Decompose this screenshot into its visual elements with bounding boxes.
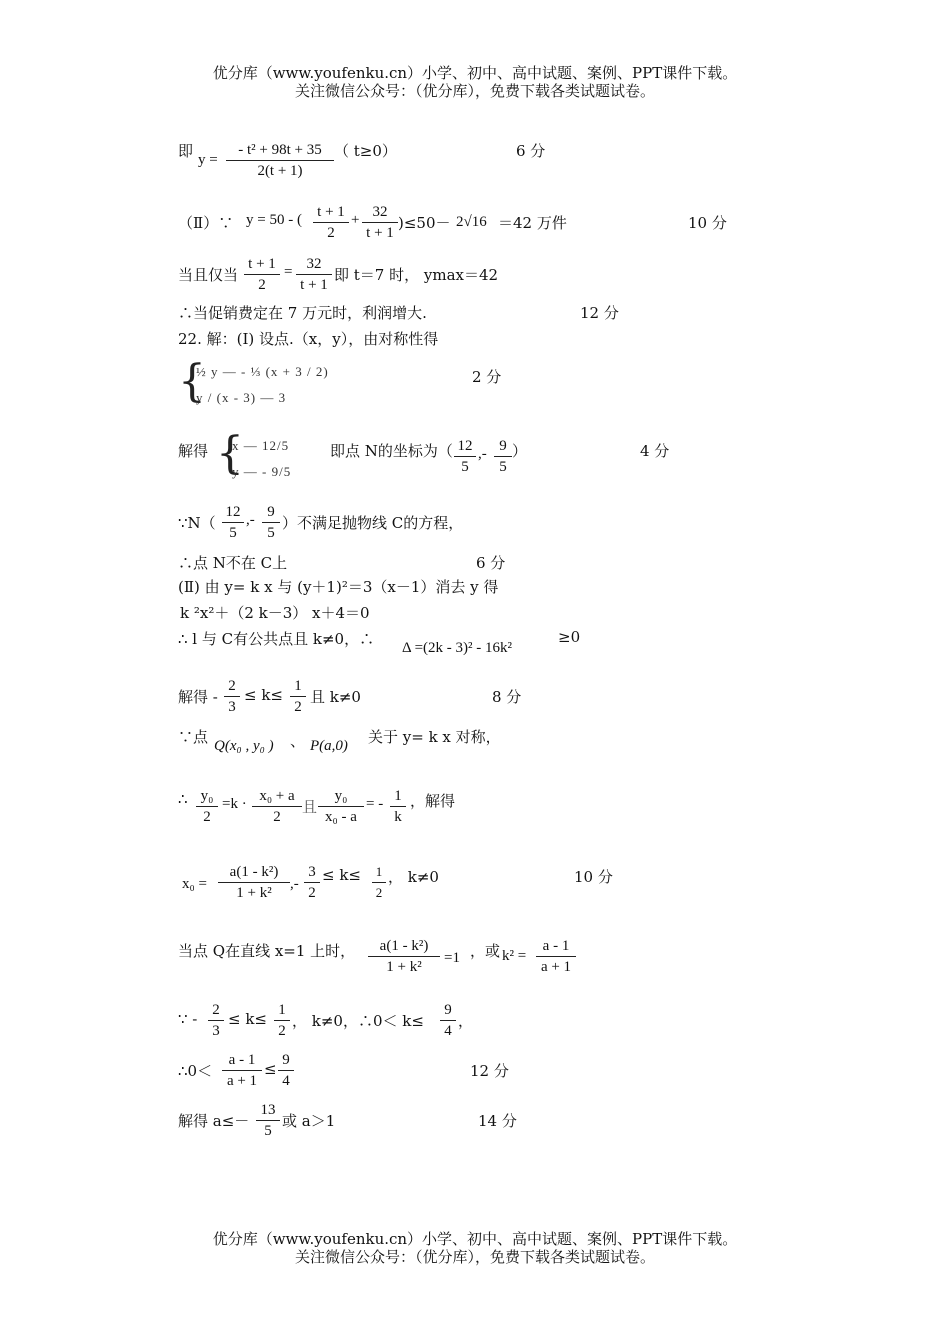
l13-p: P(a,0) bbox=[310, 738, 348, 754]
l1-num: - t² + 98t + 35 bbox=[226, 140, 334, 161]
l13-sep: 、 bbox=[290, 732, 306, 750]
l14-and: 且 bbox=[302, 798, 318, 816]
l14-f3-den: x₀ - a bbox=[325, 809, 357, 825]
l14-f2-num: x₀ + a bbox=[252, 786, 302, 807]
l6-frac-2 bbox=[494, 436, 512, 477]
l13-prefix: ∵点 bbox=[178, 728, 209, 746]
l12-f1-num: 2 bbox=[224, 676, 240, 697]
l1-score: 6 分 bbox=[516, 142, 546, 160]
l2-f2-den: t + 1 bbox=[366, 225, 394, 241]
l6-close: ） bbox=[512, 442, 528, 460]
l2-f2-num: 32 bbox=[362, 202, 398, 223]
l12-score: 8 分 bbox=[492, 688, 522, 706]
l12-mid: ≤ k≤ bbox=[244, 686, 283, 704]
l6-comma: ,- bbox=[478, 446, 487, 462]
l18-f2-den: 4 bbox=[282, 1073, 290, 1089]
l17-f3-num: 9 bbox=[440, 1000, 456, 1021]
l15-f2-den: 2 bbox=[308, 885, 316, 901]
l16-frac-2 bbox=[536, 936, 576, 977]
sys1-row-2: y / (x - 3) — 3 bbox=[196, 390, 287, 405]
l14-frac-1 bbox=[196, 786, 218, 827]
l14-suffix: ，解得 bbox=[410, 792, 456, 810]
l4-text: ∴当促销费定在 7 万元时，利润增大. bbox=[178, 304, 427, 322]
l3-f1-den: 2 bbox=[258, 277, 266, 293]
l7-frac-1 bbox=[222, 502, 244, 543]
l9-text: (Ⅱ) 由 y= k x 与 (y＋1)²＝3（x－1）消去 y 得 bbox=[178, 578, 499, 596]
l3-frac-2 bbox=[296, 254, 332, 295]
l6-score: 4 分 bbox=[640, 442, 670, 460]
l2-score: 10 分 bbox=[688, 214, 727, 232]
l17-f2-den: 2 bbox=[278, 1023, 286, 1039]
l12-f2-den: 2 bbox=[294, 699, 302, 715]
l15-f3-den: 2 bbox=[375, 885, 383, 900]
l18-frac-1 bbox=[222, 1050, 262, 1091]
l8-text: ∴点 N不在 C上 bbox=[178, 554, 288, 572]
l6-f1-num: 12 bbox=[454, 436, 476, 457]
l2-sqrt: 2√16 bbox=[456, 214, 487, 230]
l14-frac-3 bbox=[318, 786, 364, 827]
header-line-1: 优分库（www.youfenku.cn）小学、初中、高中试题、案例、PPT课件下载。 bbox=[212, 64, 738, 82]
l2-f1-den: 2 bbox=[327, 225, 335, 241]
l12-prefix: 解得 - bbox=[178, 688, 218, 706]
sys1-row-1: ½ y — - ⅓ (x + 3 / 2) bbox=[196, 364, 329, 379]
l6-f2-den: 5 bbox=[499, 459, 507, 475]
l15-frac-2 bbox=[304, 862, 320, 903]
l17-prefix: ∵ - bbox=[178, 1010, 198, 1028]
l7-f1-den: 5 bbox=[229, 525, 237, 541]
l1-y: y = bbox=[198, 152, 218, 168]
l1-cond: （ t≥0） bbox=[334, 142, 397, 160]
l16-f2-den: a + 1 bbox=[540, 959, 572, 975]
l15-frac-3 bbox=[372, 862, 386, 903]
l19-frac bbox=[256, 1100, 280, 1141]
sys2-row-1: x — 12/5 bbox=[232, 438, 290, 453]
l15-f1-den: 1 + k² bbox=[236, 885, 272, 901]
l15-f3-num: 1 bbox=[372, 862, 386, 883]
l1-fraction bbox=[226, 140, 334, 181]
l2-prefix: （Ⅱ）∵ bbox=[178, 214, 234, 232]
l8-score: 6 分 bbox=[476, 554, 506, 572]
l15-f2-num: 3 bbox=[304, 862, 320, 883]
footer-line-2: 关注微信公众号：（优分库），免费下载各类试题试卷。 bbox=[294, 1248, 655, 1266]
l16-eq: =1 bbox=[444, 950, 460, 966]
footer-line-1: 优分库（www.youfenku.cn）小学、初中、高中试题、案例、PPT课件下载。 bbox=[212, 1230, 738, 1248]
l15-x0: x₀ = bbox=[182, 876, 207, 892]
l17-frac-1 bbox=[208, 1000, 224, 1041]
l15-mid: ≤ k≤ bbox=[322, 866, 361, 884]
l14-eq2: = - bbox=[366, 796, 384, 812]
l18-frac-2 bbox=[278, 1050, 294, 1091]
l17-f1-num: 2 bbox=[208, 1000, 224, 1021]
l14-f1-den: 2 bbox=[203, 809, 211, 825]
l14-f1-num: y₀ bbox=[196, 786, 218, 807]
l7-f2-num: 9 bbox=[262, 502, 280, 523]
l2-plus: + bbox=[351, 212, 360, 228]
l6-mid: 即点 N的坐标为（ bbox=[330, 442, 453, 460]
l13-q: Q(x₀ , y₀ ) bbox=[214, 738, 274, 754]
l7-prefix: ∵N（ bbox=[178, 514, 216, 532]
l18-le: ≤ bbox=[264, 1060, 277, 1078]
l17-mid: ≤ k≤ bbox=[228, 1010, 267, 1028]
l17-f2-num: 1 bbox=[274, 1000, 290, 1021]
l18-f2-num: 9 bbox=[278, 1050, 294, 1071]
l16-k2: k² = bbox=[502, 948, 527, 964]
l14-frac-4 bbox=[390, 786, 406, 827]
l12-frac-1 bbox=[224, 676, 240, 717]
l11-ge: ≥0 bbox=[558, 628, 581, 646]
l15-suffix: ， k≠0 bbox=[388, 868, 439, 886]
l16-prefix: 当点 Q在直线 x=1 上时， bbox=[178, 942, 356, 960]
sys1-score: 2 分 bbox=[472, 368, 502, 386]
l12-frac-2 bbox=[290, 676, 306, 717]
l5-text: 22. 解：(Ⅰ) 设点.（x，y），由对称性得 bbox=[178, 330, 439, 348]
l6-f1-den: 5 bbox=[461, 459, 469, 475]
l17-f3-den: 4 bbox=[444, 1023, 452, 1039]
l19-f-num: 13 bbox=[256, 1100, 280, 1121]
l17-suffix: ， bbox=[458, 1012, 474, 1030]
l16-f2-num: a - 1 bbox=[536, 936, 576, 957]
l15-score: 10 分 bbox=[574, 868, 613, 886]
sys1-brace: { bbox=[178, 356, 206, 407]
l17-frac-3 bbox=[440, 1000, 456, 1041]
l14-prefix: ∴ bbox=[178, 790, 188, 808]
l3-eq: = bbox=[284, 264, 293, 280]
l6-f2-num: 9 bbox=[494, 436, 512, 457]
l19-prefix: 解得 a≤－ bbox=[178, 1112, 250, 1130]
l16-frac-1 bbox=[368, 936, 440, 977]
l12-f1-den: 3 bbox=[228, 699, 236, 715]
l2-expr-c: ＝42 万件 bbox=[498, 214, 567, 232]
l12-f2-num: 1 bbox=[290, 676, 306, 697]
l7-suffix: ）不满足抛物线 C的方程， bbox=[282, 514, 464, 532]
l19-score: 14 分 bbox=[478, 1112, 517, 1130]
l3-prefix: 当且仅当 bbox=[178, 266, 239, 284]
l17-frac-2 bbox=[274, 1000, 290, 1041]
l13-suffix: 关于 y= k x 对称， bbox=[368, 728, 501, 746]
l18-f1-den: a + 1 bbox=[226, 1073, 258, 1089]
l2-frac-1 bbox=[313, 202, 349, 243]
l3-suffix: 即 t＝7 时， ymax＝42 bbox=[334, 266, 499, 284]
l19-f-den: 5 bbox=[264, 1123, 272, 1139]
sys2-row-2: y — - 9/5 bbox=[232, 464, 292, 479]
l16-or: ，或 bbox=[470, 942, 501, 960]
l12-suffix: 且 k≠0 bbox=[310, 688, 361, 706]
l6-frac-1 bbox=[454, 436, 476, 477]
header-line-2: 关注微信公众号：（优分库），免费下载各类试题试卷。 bbox=[294, 82, 655, 100]
l3-f1-num: t + 1 bbox=[244, 254, 280, 275]
l17-mid2: ， k≠0，∴0＜ k≤ bbox=[292, 1012, 424, 1030]
l11-text: ∴ l 与 C有公共点且 k≠0，∴ bbox=[178, 630, 375, 648]
l2-frac-2 bbox=[362, 202, 398, 243]
l7-comma: ,- bbox=[246, 512, 255, 528]
l18-f1-num: a - 1 bbox=[222, 1050, 262, 1071]
l14-f3-num: y₀ bbox=[318, 786, 364, 807]
l19-suffix: 或 a＞1 bbox=[282, 1112, 336, 1130]
l17-f1-den: 3 bbox=[212, 1023, 220, 1039]
l15-frac-1 bbox=[218, 862, 290, 903]
l7-frac-2 bbox=[262, 502, 280, 543]
l16-f1-num: a(1 - k²) bbox=[368, 936, 440, 957]
l14-f4-num: 1 bbox=[390, 786, 406, 807]
l15-f1-num: a(1 - k²) bbox=[218, 862, 290, 883]
l1-den: 2(t + 1) bbox=[257, 163, 303, 179]
l14-frac-2 bbox=[252, 786, 302, 827]
l6-prefix: 解得 bbox=[178, 442, 209, 460]
l14-f2-den: 2 bbox=[273, 809, 281, 825]
l3-f2-num: 32 bbox=[296, 254, 332, 275]
l2-expr-b: )≤50－ bbox=[398, 214, 451, 232]
l16-f1-den: 1 + k² bbox=[386, 959, 422, 975]
l3-f2-den: t + 1 bbox=[300, 277, 328, 293]
l7-f1-num: 12 bbox=[222, 502, 244, 523]
l15-comma: ,- bbox=[290, 876, 299, 892]
l1-prefix: 即 bbox=[178, 142, 194, 160]
l14-eq: =k · bbox=[222, 796, 247, 812]
l2-expr-a: y = 50 - ( bbox=[246, 212, 302, 228]
l10-text: k ²x²＋（2 k－3） x＋4＝0 bbox=[180, 604, 370, 622]
l11-delta: Δ =(2k - 3)² - 16k² bbox=[402, 640, 513, 656]
l2-f1-num: t + 1 bbox=[313, 202, 349, 223]
l3-frac-1 bbox=[244, 254, 280, 295]
sys2-brace: { bbox=[216, 428, 244, 479]
l7-f2-den: 5 bbox=[267, 525, 275, 541]
l14-f4-den: k bbox=[394, 809, 402, 825]
l18-score: 12 分 bbox=[470, 1062, 509, 1080]
l18-prefix: ∴0＜ bbox=[178, 1062, 213, 1080]
l4-score: 12 分 bbox=[580, 304, 619, 322]
